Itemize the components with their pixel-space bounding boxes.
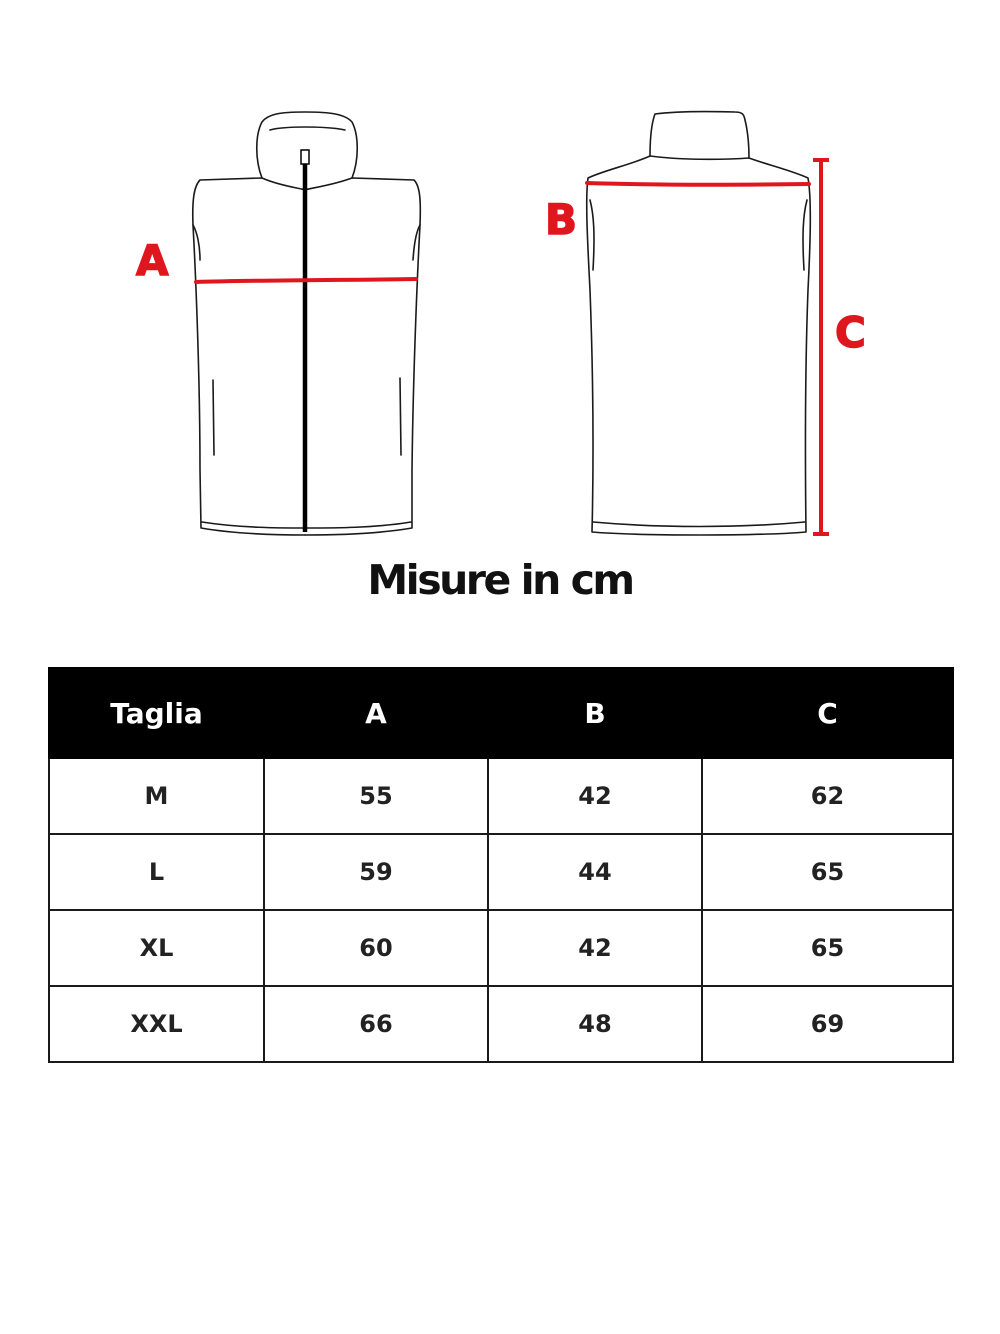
value-cell-a: 59 — [264, 834, 488, 910]
value-cell-a: 60 — [264, 910, 488, 986]
value-cell-c: 69 — [702, 986, 953, 1062]
value-cell-b: 42 — [488, 910, 702, 986]
header-taglia: Taglia — [49, 668, 264, 758]
header-b: B — [488, 668, 702, 758]
measure-label-b: B — [545, 195, 578, 244]
size-cell: XL — [49, 910, 264, 986]
page-title: Misure in cm — [367, 556, 633, 604]
value-cell-b: 48 — [488, 986, 702, 1062]
table-header-row — [49, 668, 953, 758]
value-cell-c: 65 — [702, 910, 953, 986]
table-row — [49, 834, 953, 910]
back-vest-outline — [587, 112, 811, 535]
zipper-pull — [301, 150, 309, 164]
value-cell-a: 66 — [264, 986, 488, 1062]
measure-line-a — [196, 279, 416, 282]
measure-label-c: C — [835, 308, 866, 357]
measure-label-a: A — [136, 236, 169, 285]
header-c: C — [702, 668, 953, 758]
table-row — [49, 910, 953, 986]
value-cell-c: 62 — [702, 758, 953, 834]
size-cell: M — [49, 758, 264, 834]
header-a: A — [264, 668, 488, 758]
value-cell-c: 65 — [702, 834, 953, 910]
value-cell-a: 55 — [264, 758, 488, 834]
table-row — [49, 986, 953, 1062]
value-cell-b: 44 — [488, 834, 702, 910]
size-table — [48, 667, 954, 1063]
size-cell: L — [49, 834, 264, 910]
measure-line-b — [587, 183, 809, 185]
value-cell-b: 42 — [488, 758, 702, 834]
table-row — [49, 758, 953, 834]
size-cell: XXL — [49, 986, 264, 1062]
